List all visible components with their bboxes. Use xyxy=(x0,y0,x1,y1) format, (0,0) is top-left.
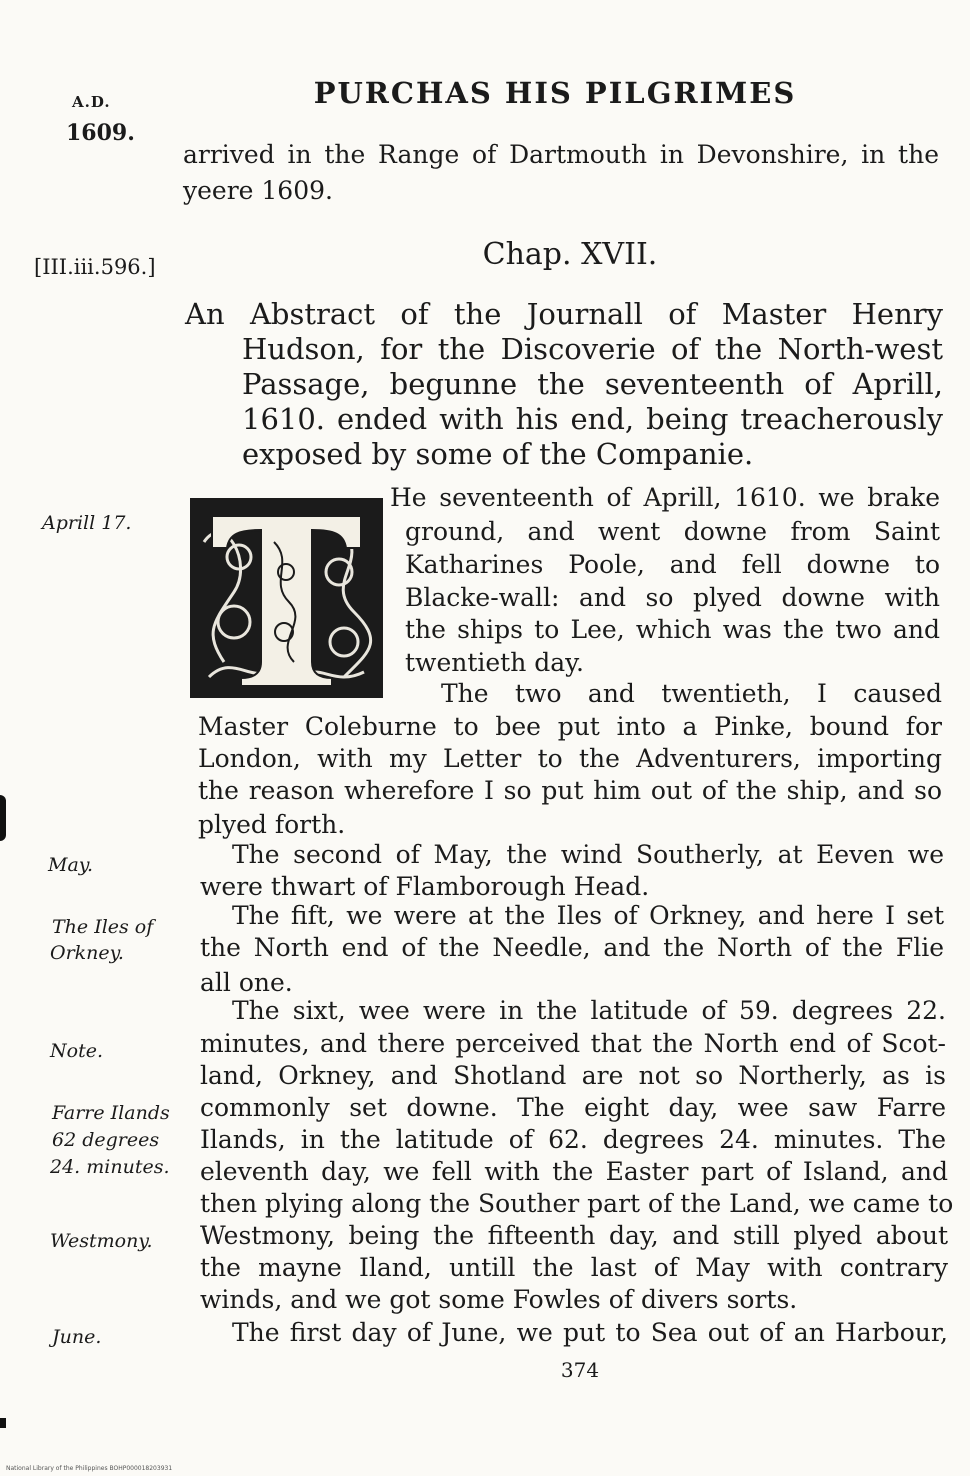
title-line: 1610. ended with his end, being treacherously xyxy=(242,402,943,436)
margin-year: 1609. xyxy=(66,120,135,146)
body-line: minutes, and there perceived that the North end of Scot- xyxy=(200,1029,946,1058)
body-line: Westmony, being the fifteenth day, and still plyed about xyxy=(200,1221,948,1250)
margin-note: Farre Ilands xyxy=(52,1102,170,1124)
body-line: London, with my Letter to the Adventurers, importing xyxy=(198,744,942,773)
running-title: PURCHAS HIS PILGRIMES xyxy=(313,76,797,110)
body-line: He seventeenth of Aprill, 1610. we brake xyxy=(390,483,940,512)
body-line: Master Coleburne to bee put into a Pinke, bound for xyxy=(198,712,942,741)
body-line: Ilands, in the latitude of 62. degrees 24. minutes. The xyxy=(200,1125,946,1154)
body-line: The fift, we were at the Iles of Orkney, and here I set xyxy=(232,901,944,930)
body-line: were thwart of Flamborough Head. xyxy=(200,872,650,901)
scan-edge-mark xyxy=(0,795,6,841)
margin-note: Orkney. xyxy=(50,942,124,964)
margin-note: June. xyxy=(52,1326,102,1348)
title-line: Passage, begunne the seventeenth of Aprill, xyxy=(242,367,943,401)
body-line: The two and twentieth, I caused xyxy=(441,679,942,708)
drop-cap-text: T xyxy=(286,598,288,599)
body-line: The first day of June, we put to Sea out of an Harbour, xyxy=(232,1318,948,1347)
margin-note: Westmony. xyxy=(50,1230,153,1252)
margin-note: The Iles of xyxy=(52,916,154,938)
margin-note: Note. xyxy=(50,1040,103,1062)
body-line: The second of May, the wind Southerly, at Eeven we xyxy=(232,840,944,869)
intro-line: arrived in the Range of Dartmouth in Devonshire, in the xyxy=(183,140,939,169)
margin-note: 62 degrees xyxy=(52,1129,160,1151)
digitization-credit: National Library of the Philippines BOHP000018203931 xyxy=(6,1465,173,1472)
title-line: exposed by some of the Companie. xyxy=(242,437,754,471)
decorated-initial-letter xyxy=(190,498,383,698)
body-line: ground, and went downe from Saint xyxy=(405,517,940,546)
body-line: The sixt, wee were in the latitude of 59. degrees 22. xyxy=(232,996,946,1025)
body-line: Katharines Poole, and fell downe to xyxy=(405,550,940,579)
body-line: Blacke-wall: and so plyed downe with xyxy=(405,583,940,612)
body-line: the mayne Iland, untill the last of May with contrary xyxy=(200,1253,948,1282)
margin-note: Aprill 17. xyxy=(42,512,132,534)
page-number: 374 xyxy=(560,1358,600,1382)
floral-ornament-icon xyxy=(194,502,379,694)
body-line: the reason wherefore I so put him out of the ship, and so xyxy=(198,776,942,805)
margin-note: May. xyxy=(48,854,94,876)
body-line: plyed forth. xyxy=(198,810,346,839)
body-line: winds, and we got some Fowles of divers sorts. xyxy=(200,1285,798,1314)
body-line: the North end of the Needle, and the North of the Flie xyxy=(200,933,944,962)
margin-note: 24. minutes. xyxy=(50,1156,170,1178)
body-line: all one. xyxy=(200,968,293,997)
volume-reference: [III.iii.596.] xyxy=(34,255,156,279)
body-line: commonly set downe. The eight day, wee saw Farre xyxy=(200,1093,946,1122)
body-line: eleventh day, we fell with the Easter part of Island, and xyxy=(200,1157,948,1186)
title-line: Hudson, for the Discoverie of the North-west xyxy=(242,332,943,366)
scan-edge-mark xyxy=(0,1418,6,1428)
body-line: twentieth day. xyxy=(405,648,584,677)
intro-line: yeere 1609. xyxy=(183,176,333,205)
chapter-heading: Chap. XVII. xyxy=(482,237,658,272)
body-line: land, Orkney, and Shotland are not so Northerly, as is xyxy=(200,1061,946,1090)
body-line: then plying along the Souther part of the Land, we came to xyxy=(200,1189,954,1218)
ad-label: A.D. xyxy=(72,93,111,111)
body-line: the ships to Lee, which was the two and xyxy=(405,615,940,644)
title-line: An Abstract of the Journall of Master Henry xyxy=(185,297,943,331)
